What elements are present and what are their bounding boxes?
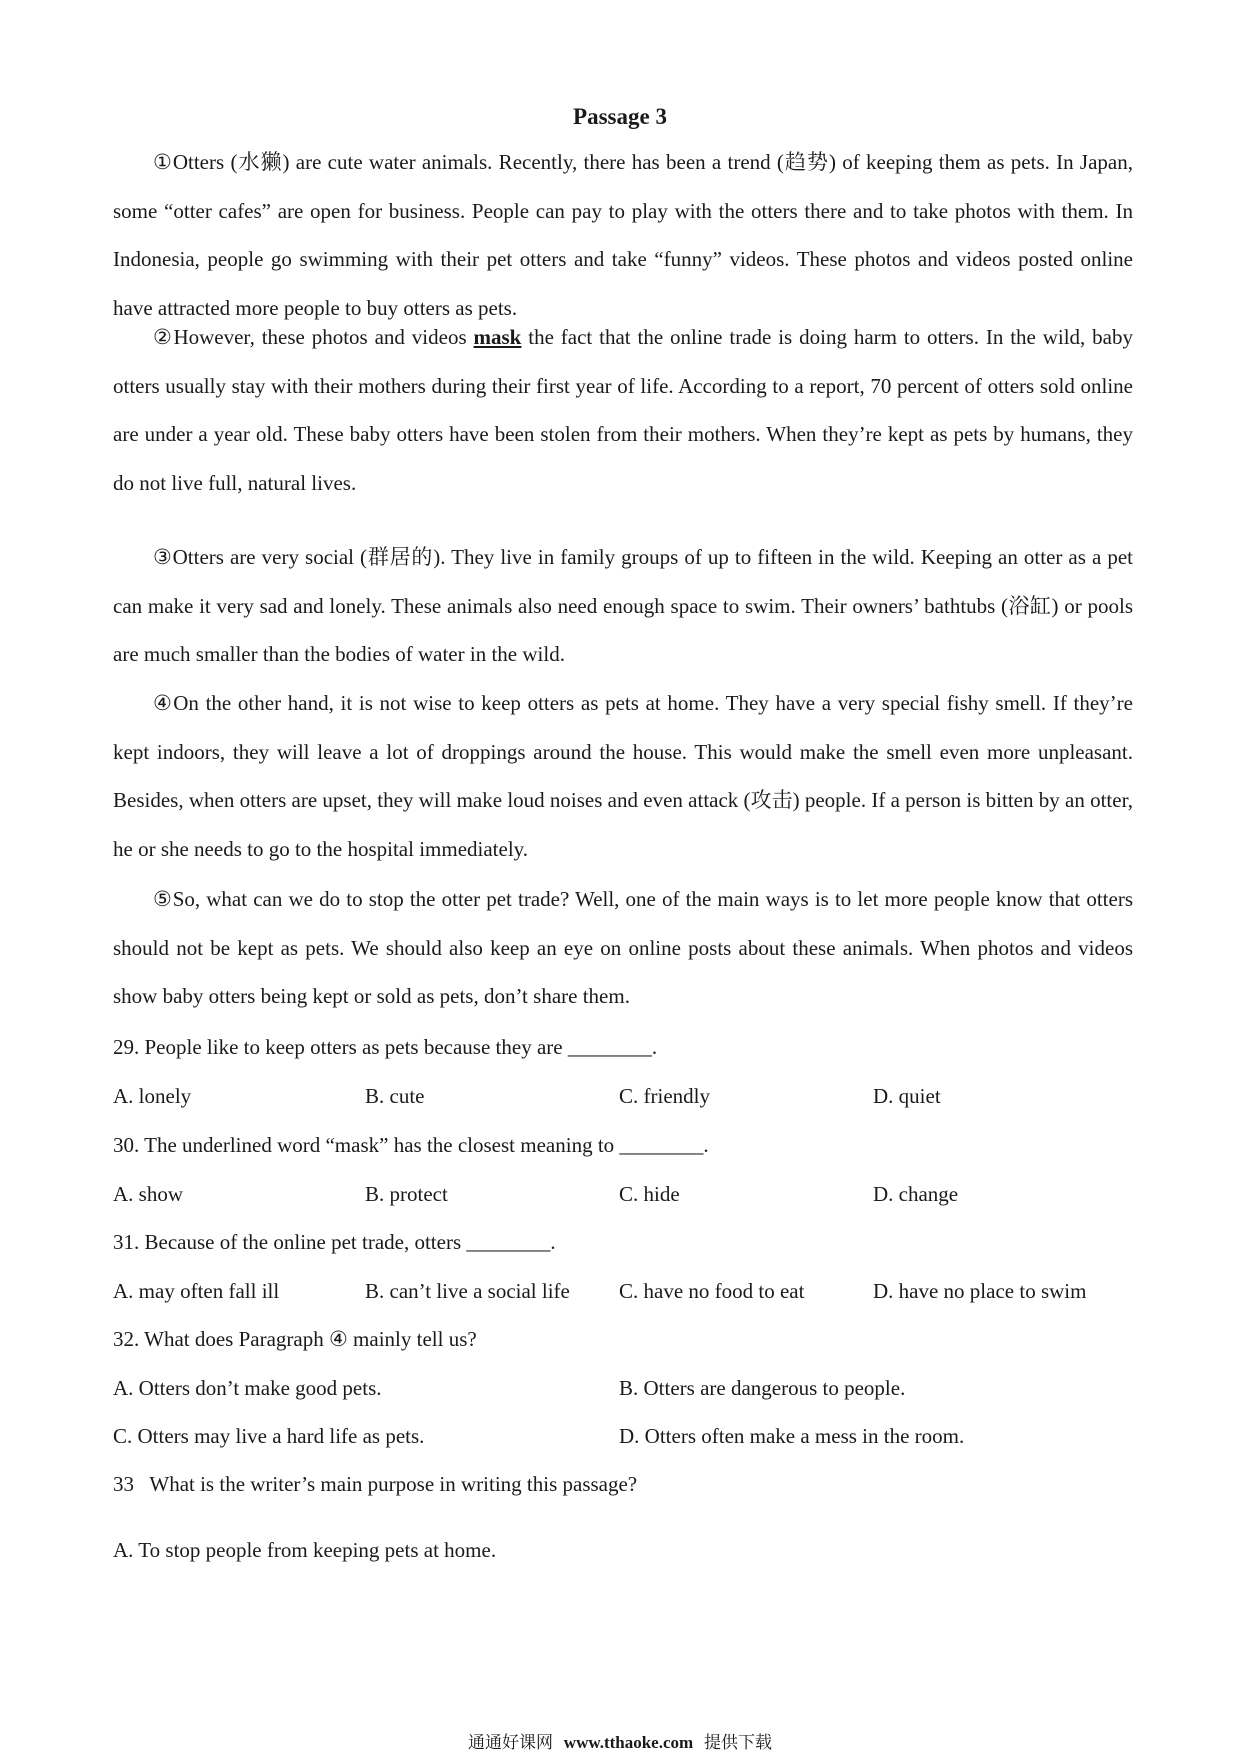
paragraph-4 bbox=[113, 679, 1133, 873]
question-30-option-c[interactable]: C. hide bbox=[619, 1182, 680, 1206]
question-29: 29. People like to keep otters as pets because they are ________. bbox=[113, 1035, 658, 1059]
question-29-option-a[interactable]: A. lonely bbox=[113, 1084, 192, 1108]
question-32-option-a[interactable]: A. Otters don’t make good pets. bbox=[113, 1376, 382, 1400]
question-33: 33 What is the writer’s main purpose in writing this passage? bbox=[113, 1472, 638, 1496]
question-29-option-d[interactable]: D. quiet bbox=[873, 1084, 941, 1108]
underlined-word-mask: mask bbox=[473, 325, 522, 349]
footer-site-name: 通通好课网 bbox=[467, 1733, 553, 1753]
paragraph-5-text: ⑤So, what can we do to stop the otter pet trade? Well, one of the main ways is to let more people know that otters should not be kept as pets. We should also keep an eye on online posts about these animals. When photos and videos show baby otters being kept or sold as pets, don’t share them. bbox=[113, 887, 1133, 1009]
paragraph-1-text: ①Otters (水獭) are cute water animals. Recently, there has been a trend (趋势) of keeping them as pets. In Japan, some “otter cafes” are open for business. People can pay to play with the otters there and to take photos with them. In Indonesia, people go swimming with their pet otters and take “funny” videos. These photos and videos posted online have attracted more people to buy otters as pets. bbox=[113, 150, 1133, 320]
paragraph-4-text: ④On the other hand, it is not wise to keep otters as pets at home. They have a very special fishy smell. If they’re kept indoors, they will leave a lot of droppings around the house. This would make the smell even more unpleasant. Besides, when otters are upset, they will make loud noises and even attack (攻击) people. If a person is bitten by an otter, he or she needs to go to the hospital immediately. bbox=[113, 691, 1133, 861]
paragraph-3 bbox=[113, 533, 1133, 679]
footer-url[interactable]: www.tthaoke.com bbox=[563, 1733, 694, 1752]
question-31-option-b[interactable]: B. can’t live a social life bbox=[365, 1279, 570, 1303]
question-32-option-d[interactable]: D. Otters often make a mess in the room. bbox=[619, 1424, 965, 1448]
question-29-option-b[interactable]: B. cute bbox=[365, 1084, 425, 1108]
question-30-option-d[interactable]: D. change bbox=[873, 1182, 959, 1206]
passage-title: Passage 3 bbox=[573, 104, 667, 129]
footer-suffix: 提供下载 bbox=[704, 1733, 772, 1753]
question-31: 31. Because of the online pet trade, otters ________. bbox=[113, 1230, 556, 1254]
question-32-option-c[interactable]: C. Otters may live a hard life as pets. bbox=[113, 1424, 425, 1448]
question-33-option-a[interactable]: A. To stop people from keeping pets at home. bbox=[113, 1538, 497, 1562]
question-32-option-b[interactable]: B. Otters are dangerous to people. bbox=[619, 1376, 906, 1400]
question-31-option-a[interactable]: A. may often fall ill bbox=[113, 1279, 280, 1303]
question-29-option-c[interactable]: C. friendly bbox=[619, 1084, 710, 1108]
paragraph-3-text: ③Otters are very social (群居的). They live in family groups of up to fifteen in the wild. Keeping an otter as a pet can make it very sad and lonely. These animals also need enough space to swim. Their owners’ bathtubs (浴缸) or pools are much smaller than the bodies of water in the wild. bbox=[113, 545, 1133, 667]
question-32: 32. What does Paragraph ④ mainly tell us? bbox=[113, 1327, 477, 1351]
paragraph-5 bbox=[113, 875, 1133, 1021]
question-31-option-c[interactable]: C. have no food to eat bbox=[619, 1279, 805, 1303]
question-31-option-d[interactable]: D. have no place to swim bbox=[873, 1279, 1087, 1303]
question-30: 30. The underlined word “mask” has the closest meaning to ________. bbox=[113, 1133, 709, 1157]
paragraph-2-text-start: ②However, these photos and videos bbox=[153, 325, 474, 349]
question-30-option-b[interactable]: B. protect bbox=[365, 1182, 448, 1206]
paragraph-2 bbox=[113, 313, 1133, 507]
page-footer bbox=[0, 1728, 1240, 1753]
paragraph-1 bbox=[113, 138, 1133, 332]
question-30-option-a[interactable]: A. show bbox=[113, 1182, 184, 1206]
paragraph-2-text-end: the fact that the online trade is doing harm to otters. In the wild, baby otters usually stay with their mothers during their first year of life. According to a report, 70 percent of otters sold online are under a year old. These baby otters have been stolen from their mothers. When they’re kept as pets by humans, they do not live full, natural lives. bbox=[113, 325, 1134, 495]
